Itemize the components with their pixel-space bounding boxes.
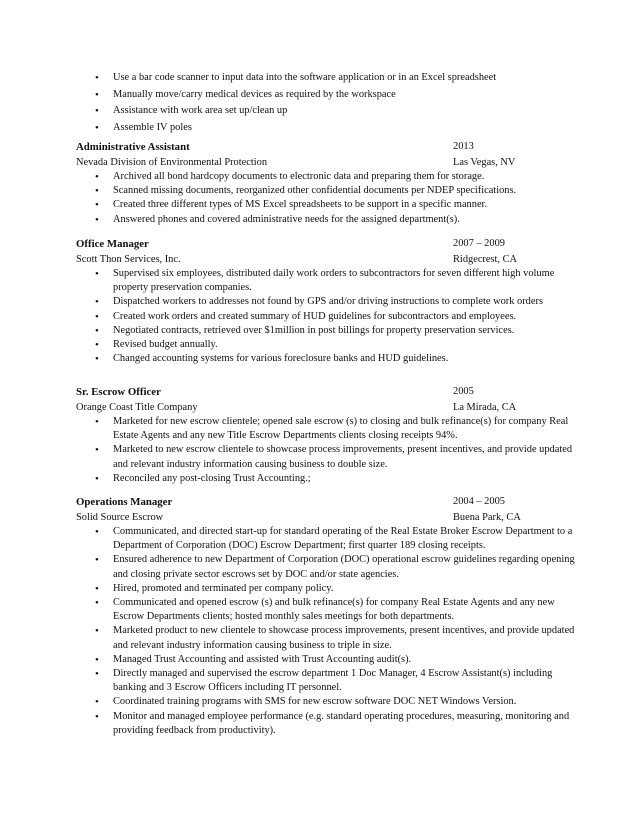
job-bullet: • Ensured adherence to new Department of Corporation (DOC) operational escrow guidelines regarding opening and closing private sector escrows set by DOC and/or state agencies.	[76, 553, 576, 581]
job-bullet: • Managed Trust Accounting and assisted with Trust Accounting audit(s).	[76, 653, 576, 667]
job-employer: Solid Source Escrow	[76, 512, 164, 523]
job-bullet: • Marketed product to new clientele to showcase process improvements, present incentives, and provide updated and relevant industry information causing business to triple in size.	[76, 624, 576, 652]
job-bullet: • Communicated, and directed start-up for standard operating of the Real Estate Broker Escrow Department to a Department of Corporation (DOC) Escrow Department; first quarter 189 closing receipts.	[76, 525, 576, 553]
intro-bullet-list	[76, 70, 576, 136]
intro-bullet: • Manually move/carry medical devices as required by the workspace	[76, 87, 576, 104]
job-bullet: • Created three different types of MS Excel spreadsheets to be support in a specific manner.	[76, 198, 576, 212]
intro-bullet: • Assistance with work area set up/clean up	[76, 103, 576, 120]
job-bullet: • Reconciled any post-closing Trust Accounting.;	[76, 472, 576, 486]
job-bullet: • Supervised six employees, distributed daily work orders to subcontractors for seven different high volume property preservation companies.	[76, 267, 576, 295]
job-bullet: • Created work orders and created summary of HUD guidelines for subcontractors and employees.	[76, 310, 576, 324]
job-bullet: • Directly managed and supervised the escrow department 1 Doc Manager, 4 Escrow Assistant(s) including banking and 3 Escrow Officers including IT personnel.	[76, 667, 576, 695]
job-bullet: • Revised budget annually.	[76, 338, 576, 352]
job-bullet: • Monitor and managed employee performance (e.g. standard operating procedures, measuring, monitoring and providing feedback from productivity).	[76, 710, 576, 738]
job-section-admin-assistant	[76, 139, 576, 227]
job-bullet: • Marketed for new escrow clientele; opened sale escrow (s) to closing and bulk refinance(s) for company Real Estate Agents and any new Title Escrow Departments clients closing receipts 94%.	[76, 415, 576, 443]
job-bullet: • Communicated and opened escrow (s) and bulk refinance(s) for company Real Estate Agents and any new Escrow Departments clients; hosted monthly sales meetings for both departments.	[76, 596, 576, 624]
job-location: Las Vegas, NV	[453, 157, 516, 168]
job-dates: 2004 – 2005	[453, 496, 505, 507]
job-title: Administrative Assistant	[76, 141, 190, 153]
job-dates: 2007 – 2009	[453, 238, 505, 249]
job-bullet: • Marketed to new escrow clientele to showcase process improvements, present incentives, and provide updated and relevant industry information causing business to double size.	[76, 443, 576, 471]
job-section-office-manager	[76, 236, 576, 366]
job-bullet: • Scanned missing documents, reorganized other confidential documents per NDEP specifications.	[76, 184, 576, 198]
job-bullet: • Answered phones and covered administrative needs for the assigned department(s).	[76, 213, 576, 227]
job-bullet: • Hired, promoted and terminated per company policy.	[76, 582, 576, 596]
job-title: Office Manager	[76, 238, 149, 250]
job-title: Operations Manager	[76, 496, 173, 508]
intro-bullet: • Use a bar code scanner to input data into the software application or in an Excel spreadsheet	[76, 70, 576, 87]
job-employer: Scott Thon Services, Inc.	[76, 254, 181, 265]
job-title: Sr. Escrow Officer	[76, 386, 161, 398]
job-bullet: • Dispatched workers to addresses not found by GPS and/or driving instructions to complete work orders	[76, 295, 576, 309]
job-location: La Mirada, CA	[453, 402, 517, 413]
job-bullet: • Negotiated contracts, retrieved over $1million in post billings for property preservation services.	[76, 324, 576, 338]
job-location: Buena Park, CA	[453, 512, 521, 523]
job-bullet: • Archived all bond hardcopy documents to electronic data and preparing them for storage.	[76, 170, 576, 184]
job-employer: Nevada Division of Environmental Protection	[76, 157, 268, 168]
job-section-escrow-officer	[76, 384, 576, 486]
job-employer: Orange Coast Title Company	[76, 402, 198, 413]
job-dates: 2013	[453, 141, 474, 152]
job-section-operations-manager	[76, 494, 576, 738]
intro-bullet: • Assemble IV poles	[76, 120, 576, 137]
job-bullet: • Changed accounting systems for various foreclosure banks and HUD guidelines.	[76, 352, 576, 366]
job-location: Ridgecrest, CA	[453, 254, 518, 265]
job-dates: 2005	[453, 386, 474, 397]
job-bullet: • Coordinated training programs with SMS for new escrow software DOC NET Windows Version.	[76, 695, 576, 709]
